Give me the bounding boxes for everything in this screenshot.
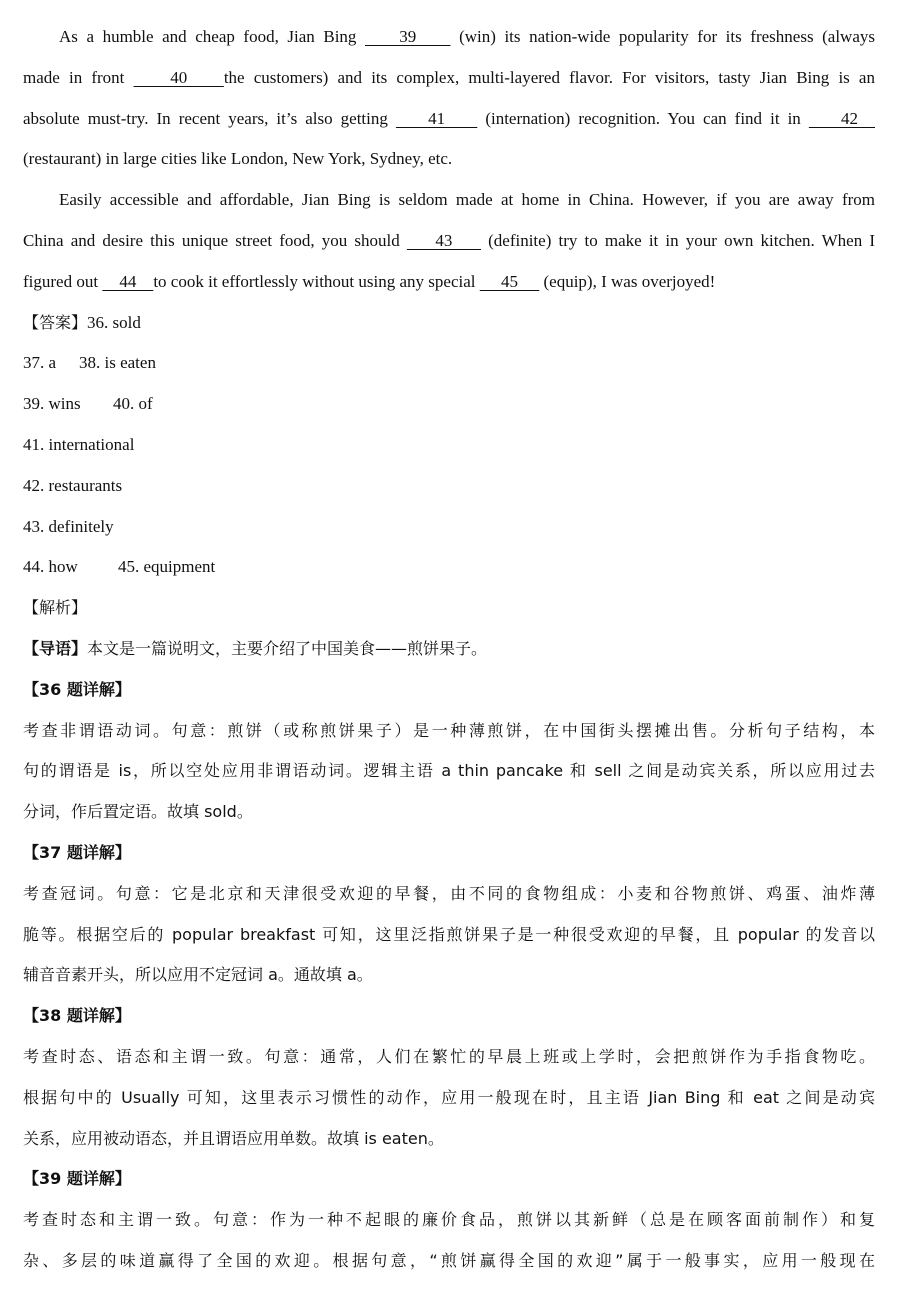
blank-39: 39 — [364, 27, 451, 46]
passage-text: (definite) try to make it in your own kitchen. When I — [480, 230, 875, 250]
q37-heading: 【37 题详解】 — [23, 842, 131, 862]
q36-text-line: 句的谓语是 is，所以空处应用非谓语动词。逻辑主语 a thin pancake 和 sell 之间是动宾关系，所以应用过去 — [23, 761, 875, 781]
blank-40: 40 — [133, 67, 224, 87]
document-page — [23, 17, 875, 1282]
q38-text-line: 根据句中的 Usually 可知，这里表示习惯性的动作，应用一般现在时，且主语 Jian Bing 和 eat 之间是动宾 — [23, 1087, 875, 1107]
passage-text: (restaurant) in large cities like London, New York, Sydney, etc. — [23, 149, 453, 169]
q39-text-line: 杂、多层的味道赢得了全国的欢迎。根据句意，“煎饼赢得全国的欢迎”属于一般事实，应用一般现在 — [23, 1250, 875, 1270]
passage-text: Easily accessible and affordable, Jian Bing is seldom made at home in China. However, if you are away from — [59, 190, 875, 210]
q39-heading: 【39 题详解】 — [23, 1169, 131, 1189]
answer-42: 42. restaurants — [23, 475, 123, 495]
blank-41: 41 — [395, 108, 478, 128]
passage-p1-line4 — [23, 139, 875, 180]
passage-text: to cook it effortlessly without using any special — [153, 271, 480, 291]
answer-39: 39. wins — [23, 394, 81, 414]
passage-text: As a humble and cheap food, Jian Bing — [59, 27, 365, 46]
analysis-label: 【解析】 — [23, 598, 88, 618]
blank-42: 42 — [808, 108, 875, 128]
q36-text-line: 考查非谓语动词。句意：煎饼（或称煎饼果子）是一种薄煎饼，在中国街头摆摊出售。分析句子结构，本 — [23, 720, 875, 740]
answers-row-43 — [23, 507, 875, 548]
blank-44: 44 — [102, 271, 154, 291]
intro-text: 本文是一篇说明文，主要介绍了中国美食——煎饼果子。 — [87, 638, 488, 658]
answer-43: 43. definitely — [23, 516, 114, 536]
analysis-intro — [23, 629, 875, 670]
passage-p1-line2 — [23, 58, 875, 99]
q38-heading: 【38 题详解】 — [23, 1006, 131, 1026]
passage-p2-line3 — [23, 262, 875, 303]
answers-row-42 — [23, 466, 875, 507]
passage-text: China and desire this unique street food, you should — [23, 230, 407, 250]
answer-37: 37. a — [23, 353, 57, 373]
answers-row-41 — [23, 425, 875, 466]
q39-text-line: 考查时态和主谓一致。句意：作为一种不起眼的廉价食品，煎饼以其新鲜（总是在顾客面前制作）和复 — [23, 1210, 875, 1230]
intro-heading: 【导语】 — [23, 638, 88, 658]
blank-43: 43 — [406, 230, 481, 250]
answers-label: 【答案】 — [23, 312, 88, 332]
q37-text-line: 脆等。根据空后的 popular breakfast 可知，这里泛指煎饼果子是一种很受欢迎的早餐，且 popular 的发音以 — [23, 924, 875, 944]
q38-text-line: 考查时态、语态和主谓一致。句意：通常，人们在繁忙的早晨上班或上学时，会把煎饼作为手指食物吃。 — [23, 1046, 875, 1066]
analysis-header — [23, 588, 875, 629]
passage-text: (win) its nation-wide popularity for its freshness (always — [450, 27, 875, 46]
q36-heading: 【36 题详解】 — [23, 679, 131, 699]
passage-text: (equip), I was overjoyed! — [539, 271, 716, 291]
answer-41: 41. international — [23, 434, 135, 454]
passage-text: (internation) recognition. You can find it in — [477, 108, 809, 128]
passage-text: made in front — [23, 67, 134, 87]
answers-row-37-38 — [23, 343, 875, 384]
passage-text: figured out — [23, 271, 103, 291]
answer-38: 38. is eaten — [79, 353, 156, 373]
answer-45: 45. equipment — [118, 557, 216, 577]
answers-row-39-40 — [23, 384, 875, 425]
q38-text-line: 关系，应用被动语态，并且谓语应用单数。故填 is eaten。 — [23, 1128, 444, 1148]
blank-45: 45 — [479, 271, 540, 291]
answer-44: 44. how — [23, 557, 78, 577]
passage-p2-line2 — [23, 221, 875, 262]
answers-row-44-45 — [23, 547, 875, 588]
passage-p1-line1 — [23, 17, 875, 58]
answer-40: 40. of — [113, 394, 153, 414]
q36-text-line: 分词，作后置定语。故填 sold。 — [23, 802, 253, 822]
answers-header — [23, 303, 875, 344]
q37-text-line: 考查冠词。句意：它是北京和天津很受欢迎的早餐，由不同的食物组成：小麦和谷物煎饼、鸡蛋、油炸薄 — [23, 883, 875, 903]
passage-text: absolute must-try. In recent years, it’s also getting — [23, 108, 396, 128]
passage-text: the customers) and its complex, multi-layered flavor. For visitors, tasty Jian Bing is an — [223, 67, 875, 87]
passage-p1-line3 — [23, 99, 875, 140]
passage-p2-line1 — [23, 180, 875, 221]
q37-text-line: 辅音音素开头，所以应用不定冠词 a。通故填 a。 — [23, 965, 373, 985]
answer-36: 36. sold — [87, 312, 141, 332]
